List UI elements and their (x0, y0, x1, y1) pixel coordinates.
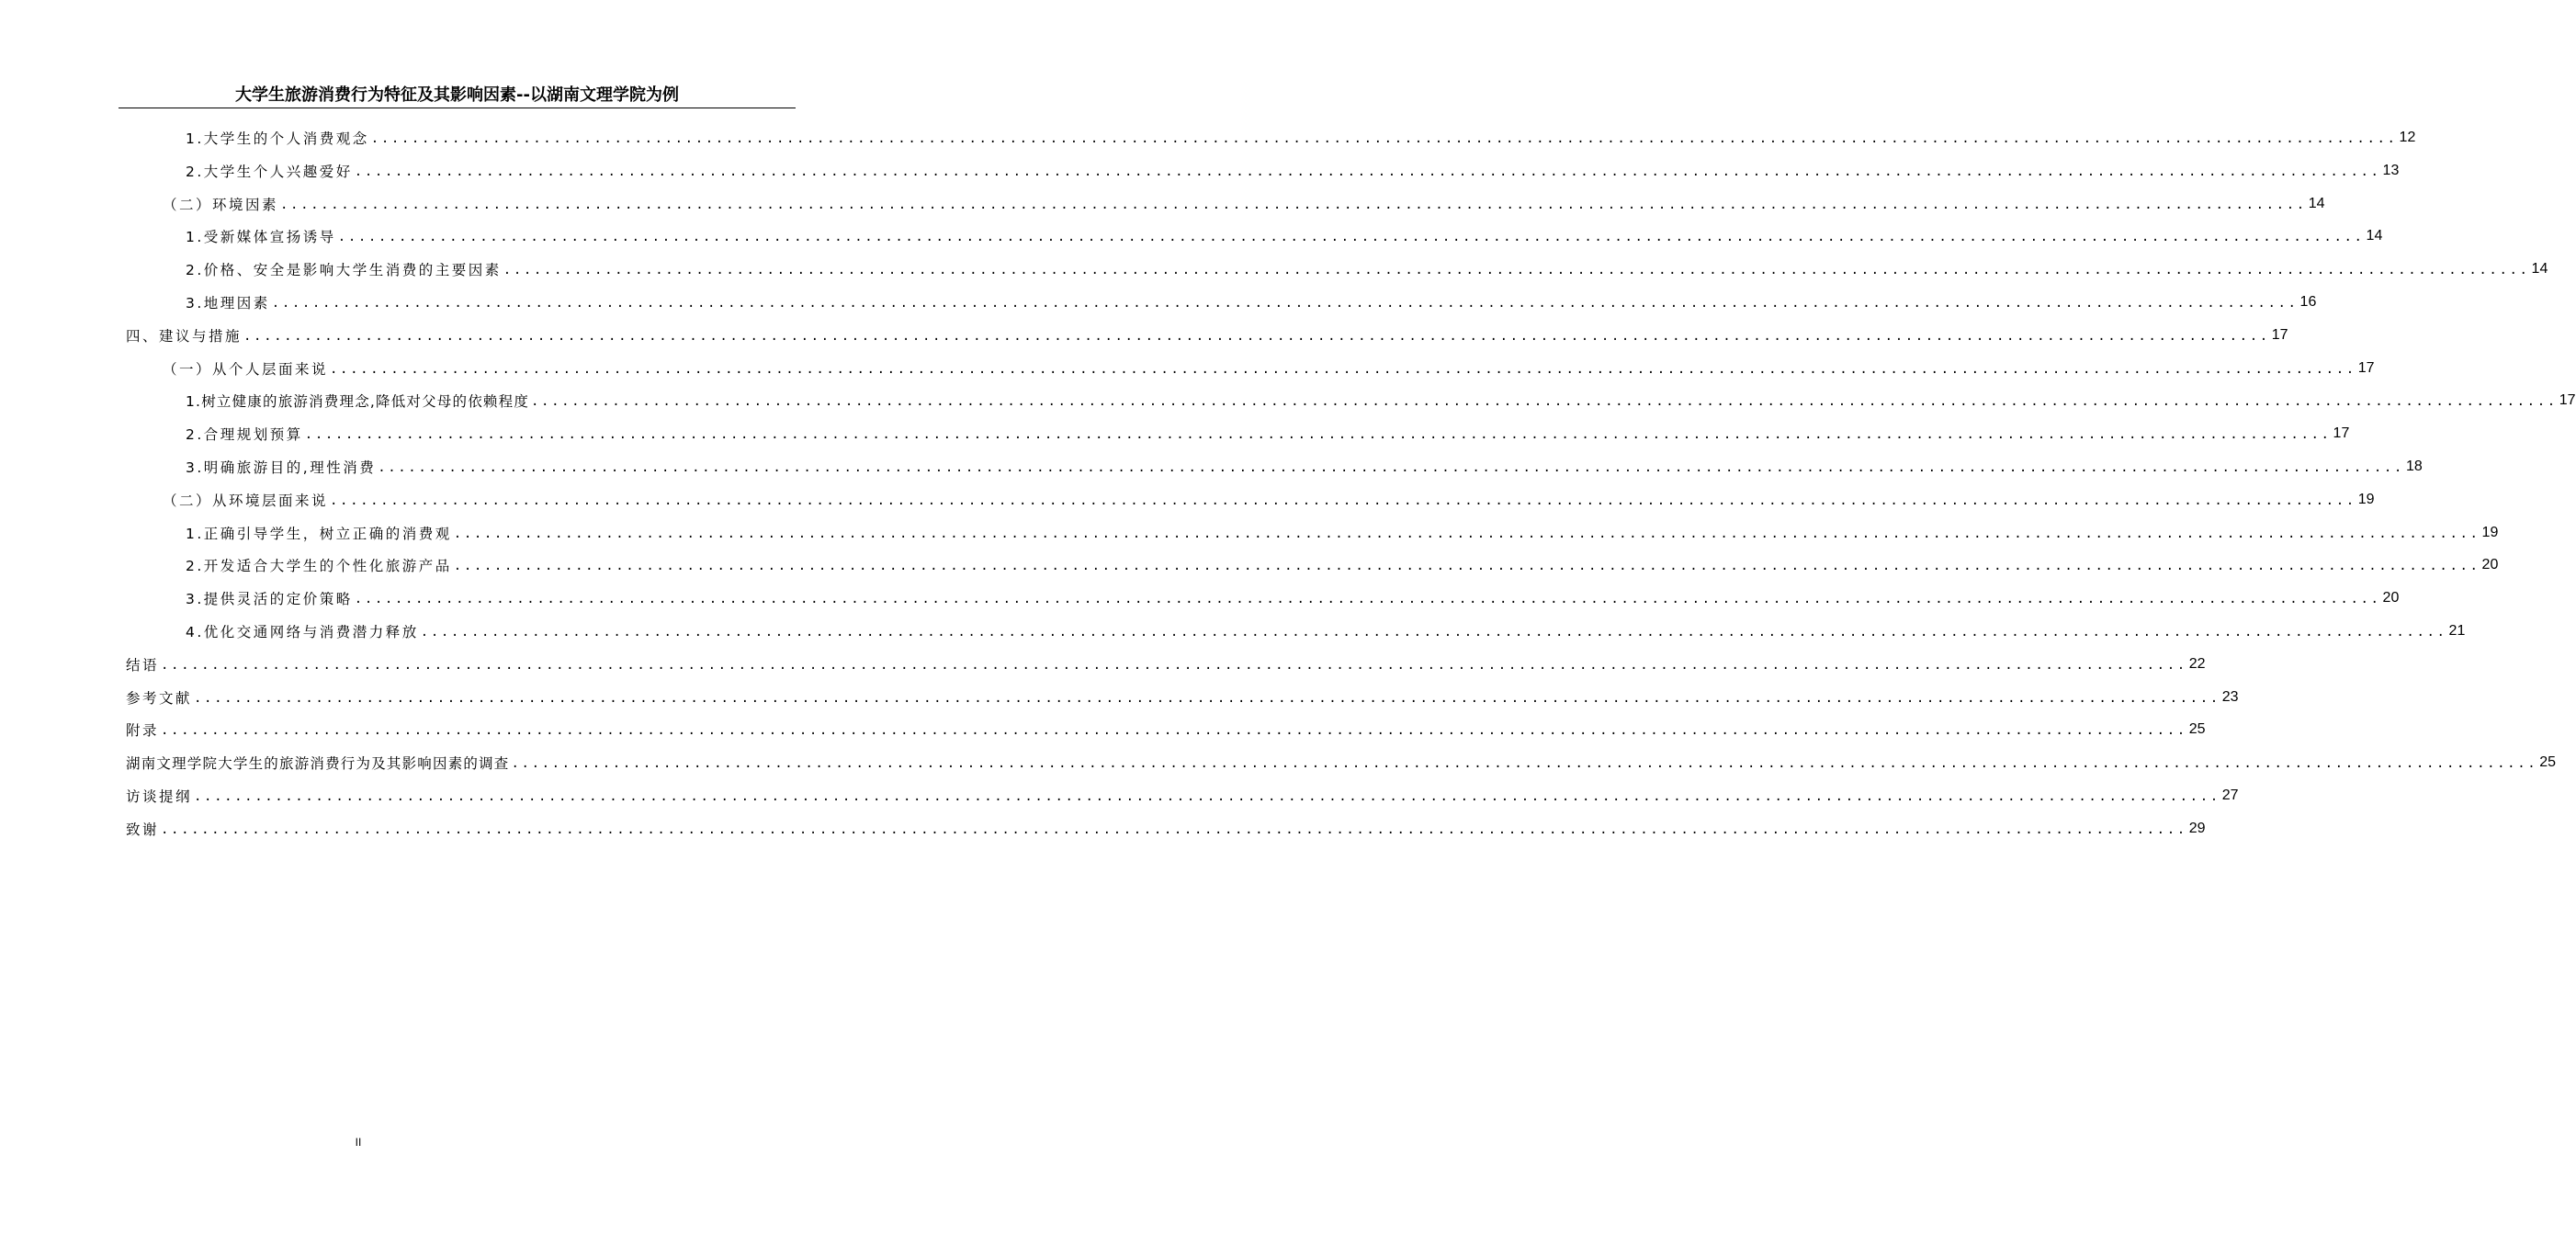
toc-dot-leader: ........................................................................................................................................................................................................ (453, 559, 2480, 574)
toc-entry[interactable] (186, 253, 2548, 286)
toc-entry[interactable] (163, 483, 2375, 516)
page-header-title: 大学生旅游消费行为特征及其影响因素--以湖南文理学院为例 (235, 85, 679, 105)
toc-entry-page: 12 (2399, 130, 2416, 145)
toc-entry[interactable] (126, 812, 2206, 845)
toc-dot-leader: ........................................................................................................................................................................................................ (271, 296, 2299, 311)
toc-entry-page: 17 (2559, 392, 2576, 409)
page-number: II (355, 1136, 362, 1149)
toc-dot-leader: ........................................................................................................................................................................................................ (330, 361, 2356, 377)
toc-entry-page: 14 (2531, 261, 2548, 278)
toc-entry-page: 19 (2481, 524, 2499, 540)
toc-entry-page: 17 (2357, 359, 2375, 376)
toc-entry[interactable] (186, 615, 2466, 648)
toc-entry-label: 湖南文理学院大学生的旅游消费行为及其影响因素的调查 (126, 755, 510, 773)
toc-dot-leader: ........................................................................................................................................................................................................ (531, 394, 2558, 410)
toc-entry[interactable] (126, 648, 2206, 681)
toc-entry-label: 1.正确引导学生，树立正确的消费观 (186, 525, 452, 542)
toc-entry-label: 访谈提纲 (126, 788, 193, 805)
toc-dot-leader: ........................................................................................................................................................................................................ (453, 526, 2480, 541)
toc-dot-leader: ........................................................................................................................................................................................................ (243, 328, 2270, 344)
toc-entry-page: 16 (2299, 294, 2317, 310)
toc-entry-page: 13 (2382, 162, 2400, 178)
toc-entry-page: 20 (2382, 590, 2400, 606)
toc-entry[interactable] (126, 713, 2206, 746)
toc-entry[interactable] (186, 384, 2576, 417)
toc-entry[interactable] (186, 516, 2499, 550)
toc-entry-page: 22 (2188, 655, 2206, 672)
toc-dot-leader: ........................................................................................................................................................................................................ (420, 625, 2447, 640)
toc-entry-page: 29 (2188, 820, 2206, 836)
toc-entry-label: 2.价格、安全是影响大学生消费的主要因素 (186, 262, 502, 279)
toc-dot-leader: ........................................................................................................................................................................................................ (161, 723, 2187, 739)
toc-entry[interactable] (126, 746, 2557, 779)
toc-entry[interactable] (186, 286, 2317, 319)
toc-entry-page: 25 (2539, 754, 2557, 771)
toc-entry-label: 3.地理因素 (186, 295, 270, 312)
toc-entry-label: 3.明确旅游目的,理性消费 (186, 459, 377, 476)
toc-entry-page: 25 (2188, 721, 2206, 738)
toc-entry-label: 四、建议与措施 (126, 327, 243, 345)
toc-entry[interactable] (186, 417, 2350, 450)
toc-dot-leader: ........................................................................................................................................................................................................ (354, 592, 2381, 607)
toc-entry[interactable] (186, 450, 2423, 483)
toc-entry-page: 17 (2333, 425, 2350, 442)
toc-entry-label: （一）从个人层面来说 (163, 360, 329, 378)
toc-dot-leader: ........................................................................................................................................................................................................ (161, 657, 2187, 673)
toc-entry[interactable] (126, 779, 2239, 812)
toc-entry-page: 19 (2357, 491, 2375, 507)
toc-entry[interactable] (126, 681, 2239, 714)
toc-entry-label: （二）从环境层面来说 (163, 492, 329, 509)
toc-dot-leader: ........................................................................................................................................................................................................ (161, 821, 2187, 837)
toc-dot-leader: ........................................................................................................................................................................................................ (337, 230, 2365, 245)
toc-dot-leader: ........................................................................................................................................................................................................ (330, 493, 2356, 508)
toc-entry-label: 4.优化交通网络与消费潜力释放 (186, 624, 419, 640)
toc-entry-label: （二）环境因素 (163, 196, 279, 213)
toc-entry-page: 27 (2221, 787, 2239, 803)
toc-entry[interactable] (186, 220, 2383, 253)
toc-entry[interactable] (186, 582, 2400, 615)
toc-entry[interactable] (186, 154, 2400, 187)
toc-dot-leader: ........................................................................................................................................................................................................ (194, 690, 2220, 706)
toc-dot-leader: ........................................................................................................................................................................................................ (370, 131, 2398, 146)
toc-entry[interactable] (186, 121, 2416, 154)
toc-entry-page: 20 (2481, 557, 2499, 573)
toc-entry-label: 1.大学生的个人消费观念 (186, 130, 369, 147)
toc-entry-label: 附录 (126, 722, 160, 740)
toc-dot-leader: ........................................................................................................................................................................................................ (304, 427, 2332, 443)
toc-entry-page: 14 (2308, 195, 2325, 211)
toc-dot-leader: ........................................................................................................................................................................................................ (503, 263, 2530, 278)
toc-entry-page: 23 (2221, 688, 2239, 705)
toc-entry-page: 18 (2405, 459, 2423, 474)
toc-entry-label: 1.受新媒体宣扬诱导 (186, 229, 336, 246)
toc-dot-leader: ........................................................................................................................................................................................................ (354, 164, 2381, 179)
toc-dot-leader: ........................................................................................................................................................................................................ (378, 460, 2404, 475)
toc-entry-label: 1.树立健康的旅游消费理念,降低对父母的依赖程度 (186, 393, 530, 411)
toc-entry[interactable] (186, 549, 2499, 582)
toc-entry-label: 2.开发适合大学生的个性化旅游产品 (186, 558, 452, 575)
toc-entry-page: 14 (2366, 228, 2383, 244)
toc-entry-label: 2.大学生个人兴趣爱好 (186, 163, 353, 180)
toc-entry[interactable] (126, 319, 2288, 352)
toc-entry-page: 17 (2271, 326, 2288, 343)
toc-entry[interactable] (163, 352, 2375, 385)
toc-entry-label: 结语 (126, 656, 160, 674)
toc-entry-label: 致谢 (126, 821, 160, 838)
toc-entry-label: 2.合理规划预算 (186, 426, 303, 444)
toc-dot-leader: ........................................................................................................................................................................................................ (194, 789, 2220, 804)
toc-entry-label: 3.提供灵活的定价策略 (186, 591, 353, 608)
toc-entry[interactable] (163, 187, 2325, 221)
toc-dot-leader: ........................................................................................................................................................................................................ (280, 197, 2307, 212)
toc-dot-leader: ........................................................................................................................................................................................................ (511, 756, 2538, 772)
toc-entry-label: 参考文献 (126, 689, 193, 707)
toc-entry-page: 21 (2448, 623, 2466, 639)
